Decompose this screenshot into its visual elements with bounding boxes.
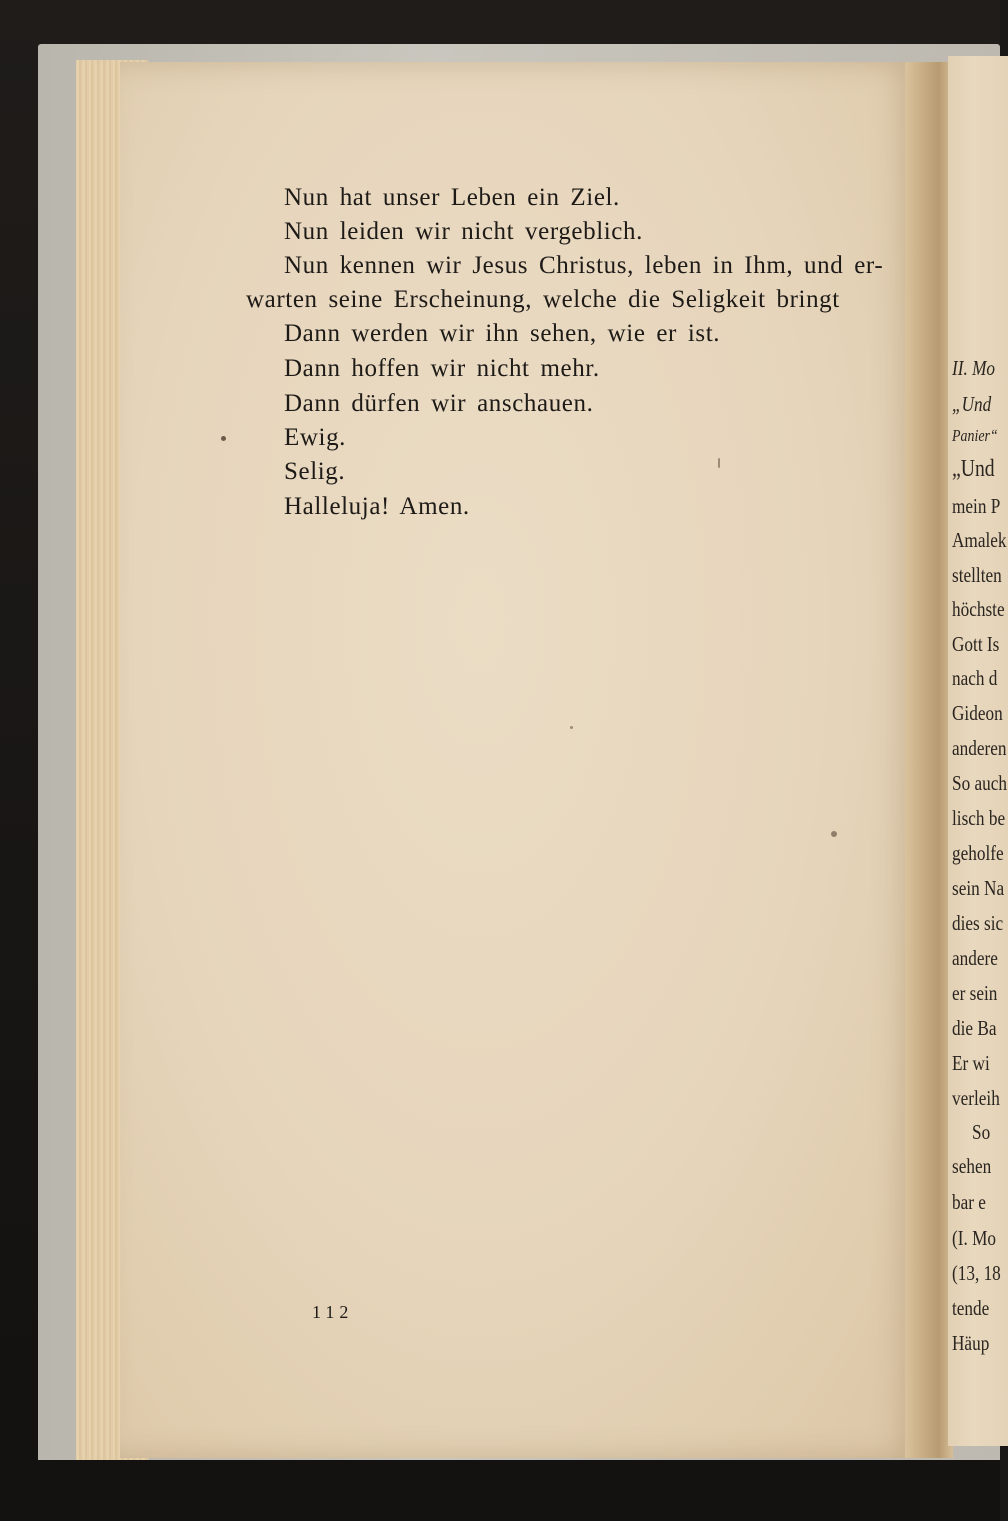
- text-line: Selig.: [284, 458, 346, 485]
- paper-speck: [221, 436, 226, 441]
- right-page-line: Er wi: [952, 1051, 990, 1075]
- text-line: Dann dürfen wir anschauen.: [284, 390, 594, 417]
- right-page-line: (I. Mo: [952, 1226, 997, 1250]
- right-page-line: die Ba: [952, 1016, 997, 1040]
- right-page: [948, 56, 1008, 1446]
- right-page-line: So auch: [952, 771, 1008, 795]
- right-page-line: mein P: [952, 494, 1001, 518]
- book-gutter: [905, 62, 953, 1458]
- right-page-line: (13, 18: [952, 1261, 1001, 1285]
- right-page-line: „Und: [952, 456, 995, 482]
- right-page-line: geholfe: [952, 841, 1004, 865]
- right-page-line: er sein: [952, 981, 998, 1005]
- right-page-line: Panier“: [952, 426, 998, 445]
- right-page-line: anderen: [952, 736, 1007, 760]
- right-page-line: lisch be: [952, 806, 1006, 830]
- text-line: Dann werden wir ihn sehen, wie er ist.: [284, 320, 721, 347]
- paper-speck: [831, 831, 837, 837]
- page-number: 112: [312, 1302, 354, 1322]
- text-line: Nun hat unser Leben ein Ziel.: [284, 184, 620, 211]
- background-surface: [0, 1460, 1000, 1521]
- right-page-line: Häup: [952, 1331, 990, 1355]
- right-page-line: bar e: [952, 1190, 986, 1214]
- left-page: [120, 62, 920, 1458]
- right-page-line: stellten: [952, 563, 1002, 587]
- text-line: Nun leiden wir nicht vergeblich.: [284, 218, 643, 245]
- paper-speck: [718, 458, 720, 468]
- text-line: Nun kennen wir Jesus Christus, leben in Ihm, und er-: [284, 252, 884, 279]
- paper-speck: [570, 726, 573, 729]
- right-page-line: dies sic: [952, 911, 1004, 935]
- right-page-line: sein Na: [952, 876, 1005, 900]
- right-page-line: „Und: [952, 392, 992, 416]
- right-page-line: Amalek: [952, 528, 1007, 552]
- right-page-line: sehen: [952, 1154, 992, 1178]
- text-line: Dann hoffen wir nicht mehr.: [284, 355, 600, 382]
- right-page-line: andere: [952, 946, 998, 970]
- right-page-line: So: [972, 1120, 991, 1144]
- right-page-line: II. Mo: [952, 356, 996, 380]
- right-page-line: höchste: [952, 597, 1005, 621]
- right-page-line: Gideon: [952, 701, 1003, 725]
- right-page-line: Gott Is: [952, 632, 1000, 656]
- text-line: warten seine Erscheinung, welche die Seligkeit bringt: [246, 286, 840, 313]
- right-page-line: tende: [952, 1296, 990, 1320]
- text-line: Halleluja! Amen.: [284, 493, 470, 520]
- text-line: Ewig.: [284, 424, 347, 451]
- right-page-line: verleih: [952, 1086, 1000, 1110]
- right-page-line: nach d: [952, 666, 998, 690]
